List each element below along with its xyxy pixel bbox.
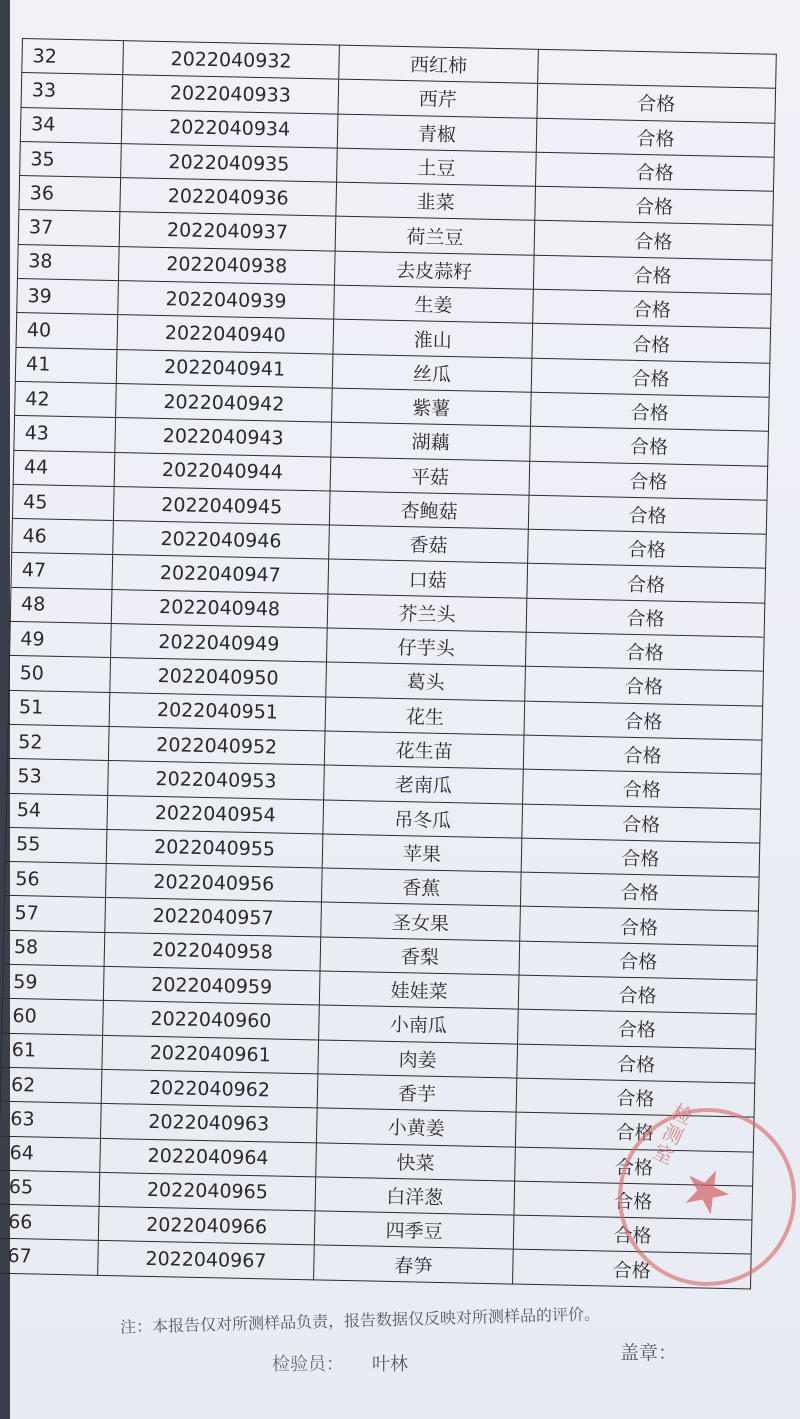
sample-name: 春笋: [314, 1245, 514, 1283]
test-result: 合格: [527, 564, 766, 603]
sample-name: 青椒: [337, 114, 537, 152]
sample-name: 肉姜: [318, 1040, 518, 1078]
row-number: 44: [13, 450, 115, 486]
sample-code: 2022040936: [120, 178, 337, 217]
sample-name: 花生苗: [324, 731, 524, 769]
sample-name: 香芋: [317, 1074, 517, 1112]
sample-name: 口菇: [328, 559, 528, 597]
test-result: 合格: [535, 186, 774, 225]
test-result: 合格: [515, 1147, 754, 1186]
row-number: 49: [10, 621, 112, 657]
test-result: 合格: [520, 872, 759, 911]
sample-name: 吊冬瓜: [323, 800, 523, 838]
sample-code: 2022040946: [113, 521, 330, 560]
sample-name: 湖藕: [331, 422, 531, 460]
sample-code: 2022040932: [123, 41, 340, 80]
sample-code: 2022040962: [101, 1069, 318, 1108]
sample-code: 2022040937: [119, 212, 336, 251]
sample-name: 小南瓜: [319, 1005, 519, 1043]
inspection-results-table: [0, 38, 777, 1289]
test-result: 合格: [523, 735, 762, 774]
test-result: 合格: [536, 118, 775, 157]
row-number: 43: [14, 416, 116, 452]
sample-code: 2022040934: [121, 109, 338, 148]
sample-code: 2022040950: [110, 658, 327, 697]
sample-name: 娃娃菜: [319, 971, 519, 1009]
sample-name: 芥兰头: [327, 594, 527, 632]
test-result: 合格: [520, 907, 759, 946]
row-number: 55: [5, 827, 107, 863]
test-result: 合格: [526, 598, 765, 637]
sample-code: 2022040967: [98, 1241, 315, 1280]
row-number: 41: [15, 347, 117, 383]
test-result: 合格: [521, 838, 760, 877]
table-body: [0, 39, 776, 1289]
test-result: 合格: [523, 769, 762, 808]
sample-code: 2022040963: [100, 1104, 317, 1143]
sample-code: 2022040954: [107, 795, 324, 834]
sample-name: 淮山: [333, 319, 533, 357]
row-number: 61: [1, 1033, 103, 1069]
row-number: 50: [9, 656, 111, 692]
sample-name: 仔芋头: [326, 628, 526, 666]
sample-name: 香蕉: [321, 868, 521, 906]
sample-code: 2022040940: [117, 315, 334, 354]
row-number: 64: [0, 1136, 100, 1172]
sample-code: 2022040945: [113, 486, 330, 525]
sample-name: 花生: [325, 697, 525, 735]
row-number: 60: [2, 999, 104, 1035]
row-number: 52: [7, 724, 109, 760]
test-result: 合格: [513, 1215, 752, 1254]
row-number: 37: [18, 210, 120, 246]
test-result: 合格: [524, 701, 763, 740]
row-number: 40: [16, 313, 118, 349]
test-result: 合格: [530, 392, 769, 431]
sample-name: 老南瓜: [324, 765, 524, 803]
sample-code: 2022040942: [116, 384, 333, 423]
row-number: 36: [19, 176, 121, 212]
sample-code: 2022040966: [98, 1206, 315, 1245]
test-result: 合格: [517, 1044, 756, 1083]
sample-code: 2022040964: [100, 1138, 317, 1177]
row-number: 62: [0, 1067, 102, 1103]
test-result: 合格: [515, 1112, 754, 1151]
seal-label: 盖章：: [620, 1342, 678, 1364]
test-result: [538, 49, 777, 88]
row-number: 65: [0, 1170, 100, 1206]
sample-code: 2022040965: [99, 1172, 316, 1211]
test-result: 合格: [536, 152, 775, 191]
test-result: 合格: [525, 667, 764, 706]
row-number: 42: [15, 381, 117, 417]
report-note: 注：本报告仅对所测样品负责，报告数据仅反映对所测样品的评价。: [119, 1304, 601, 1337]
test-result: 合格: [530, 426, 769, 465]
row-number: 67: [0, 1239, 98, 1275]
row-number: 38: [17, 244, 119, 280]
row-number: 39: [17, 279, 119, 315]
test-result: 合格: [513, 1249, 752, 1288]
row-number: 32: [22, 39, 124, 75]
row-number: 56: [5, 861, 107, 897]
sample-name: 苹果: [322, 834, 522, 872]
row-number: 48: [10, 587, 112, 623]
test-result: 合格: [533, 255, 772, 294]
inspector-label: 检验员：: [272, 1354, 344, 1375]
row-number: 57: [4, 896, 106, 932]
sample-code: 2022040947: [112, 555, 329, 594]
sample-code: 2022040943: [115, 418, 332, 457]
inspector-name: 叶林: [372, 1354, 408, 1375]
row-number: 66: [0, 1204, 99, 1240]
sample-name: 香梨: [320, 937, 520, 975]
sample-code: 2022040958: [104, 932, 321, 971]
sample-code: 2022040957: [105, 898, 322, 937]
sample-name: 圣女果: [321, 902, 521, 940]
sample-code: 2022040935: [121, 143, 338, 182]
sample-name: 平菇: [330, 457, 530, 495]
test-result: 合格: [534, 221, 773, 260]
row-number: 34: [20, 107, 122, 143]
row-number: 63: [0, 1101, 101, 1137]
sample-name: 西芹: [338, 79, 538, 117]
test-result: 合格: [525, 632, 764, 671]
row-number: 51: [8, 690, 110, 726]
test-result: 合格: [528, 529, 767, 568]
sample-code: 2022040948: [111, 589, 328, 628]
sample-code: 2022040949: [111, 624, 328, 663]
test-result: 合格: [529, 461, 768, 500]
sample-name: 西红柿: [339, 45, 539, 83]
row-number: 58: [3, 930, 105, 966]
row-number: 59: [2, 964, 104, 1000]
row-number: 46: [12, 519, 114, 555]
test-result: 合格: [518, 975, 757, 1014]
test-result: 合格: [518, 1009, 757, 1048]
sample-name: 白洋葱: [315, 1177, 515, 1215]
sample-code: 2022040933: [122, 75, 339, 114]
sample-code: 2022040960: [103, 1001, 320, 1040]
sample-name: 杏鲍菇: [329, 491, 529, 529]
row-number: 33: [21, 73, 123, 109]
star-icon: ★: [668, 1148, 745, 1233]
sample-code: 2022040941: [116, 349, 333, 388]
sample-name: 丝瓜: [332, 354, 532, 392]
sample-name: 生姜: [334, 285, 534, 323]
row-number: 53: [7, 759, 109, 795]
test-result: 合格: [514, 1181, 753, 1220]
sample-code: 2022040951: [109, 692, 326, 731]
row-number: 45: [12, 484, 114, 520]
row-number: 47: [11, 553, 113, 589]
test-result: 合格: [532, 324, 771, 363]
test-result: 合格: [531, 358, 770, 397]
row-number: 35: [20, 141, 122, 177]
test-result: 合格: [522, 804, 761, 843]
sample-name: 去皮蒜籽: [334, 251, 534, 289]
sample-name: 香菇: [329, 525, 529, 563]
sample-code: 2022040944: [114, 452, 331, 491]
sample-code: 2022040953: [108, 761, 325, 800]
test-result: 合格: [537, 84, 776, 123]
sample-name: 快菜: [316, 1142, 516, 1180]
sample-name: 四季豆: [314, 1211, 514, 1249]
sample-code: 2022040939: [118, 281, 335, 320]
sample-code: 2022040961: [102, 1035, 319, 1074]
sample-name: 小黄姜: [316, 1108, 516, 1146]
test-result: 合格: [533, 289, 772, 328]
seal-text: 检测室: [646, 1099, 697, 1169]
sample-name: 韭菜: [336, 182, 536, 220]
sample-code: 2022040955: [106, 829, 323, 868]
sample-code: 2022040938: [118, 246, 335, 285]
test-result: 合格: [528, 495, 767, 534]
row-number: 54: [6, 793, 108, 829]
sample-name: 荷兰豆: [335, 217, 535, 255]
sample-code: 2022040956: [106, 864, 323, 903]
sample-name: 土豆: [337, 148, 537, 186]
test-result: 合格: [519, 941, 758, 980]
sample-code: 2022040959: [103, 966, 320, 1005]
sample-name: 紫薯: [332, 388, 532, 426]
test-result: 合格: [516, 1078, 755, 1117]
sample-code: 2022040952: [108, 726, 325, 765]
sample-name: 葛头: [326, 662, 526, 700]
